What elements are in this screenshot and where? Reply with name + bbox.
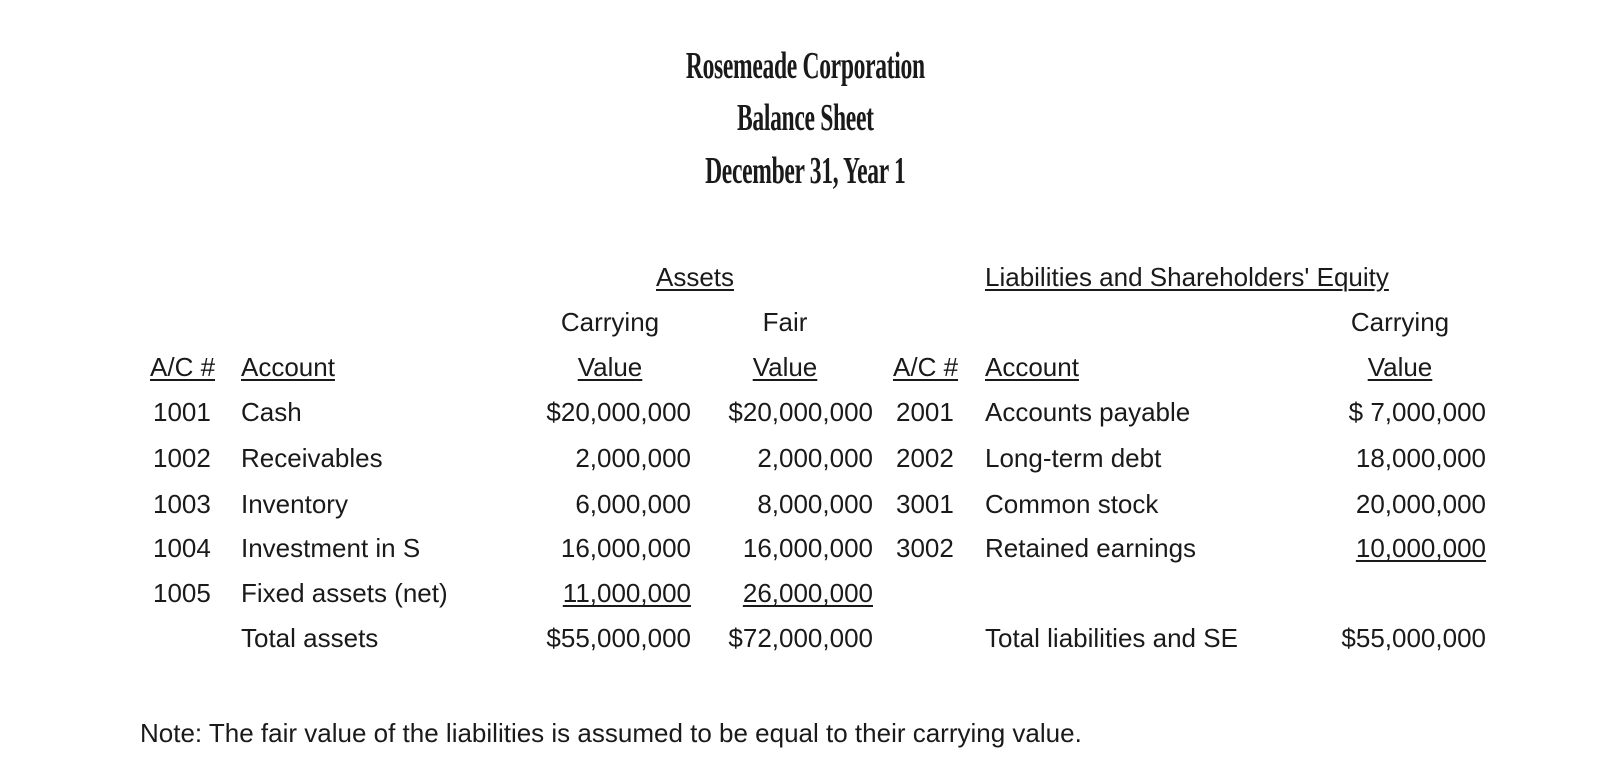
liab-carrying-header-1: Carrying [1350, 307, 1450, 337]
asset-row-account: Fixed assets (net) [241, 578, 448, 608]
assets-fair-header-1: Fair [762, 307, 808, 337]
total-assets-fair: $72,000,000 [728, 623, 873, 653]
total-assets-label: Total assets [241, 623, 379, 653]
liab-carrying-header-2: Value [1367, 352, 1433, 382]
liab-row-carrying: $ 7,000,000 [1348, 397, 1486, 427]
footnote: Note: The fair value of the liabilities is assumed to be equal to their carrying value. [140, 718, 1082, 748]
total-assets-carrying: $55,000,000 [546, 623, 691, 653]
liab-acnum-header: A/C # [893, 352, 959, 382]
statement-title: Balance Sheet [736, 97, 874, 139]
assets-account-header: Account [241, 352, 335, 382]
asset-row-carrying: 2,000,000 [575, 443, 691, 473]
asset-row-account: Inventory [241, 489, 348, 519]
statement-date: December 31, Year 1 [705, 150, 906, 192]
asset-row-fair: 16,000,000 [742, 533, 873, 563]
asset-row-acnum: 1003 [153, 489, 211, 519]
asset-row-account: Receivables [241, 443, 383, 473]
liabilities-section-title: Liabilities and Shareholders' Equity [985, 262, 1389, 292]
total-liabilities-carrying: $55,000,000 [1341, 623, 1486, 653]
company-name: Rosemeade Corporation [685, 45, 925, 87]
assets-carrying-header-1: Carrying [560, 307, 660, 337]
liab-row-acnum: 3001 [896, 489, 954, 519]
liab-row-carrying: 10,000,000 [1355, 533, 1486, 563]
liab-row-carrying: 20,000,000 [1355, 489, 1486, 519]
asset-row-acnum: 1005 [153, 578, 211, 608]
liab-account-header: Account [985, 352, 1079, 382]
liab-row-acnum: 2001 [896, 397, 954, 427]
asset-row-carrying: 16,000,000 [560, 533, 691, 563]
assets-acnum-header: A/C # [150, 352, 216, 382]
asset-row-account: Cash [241, 397, 302, 427]
asset-row-fair: 26,000,000 [742, 578, 873, 608]
asset-row-fair: 8,000,000 [757, 489, 873, 519]
liab-row-carrying: 18,000,000 [1355, 443, 1486, 473]
asset-row-acnum: 1002 [153, 443, 211, 473]
liab-row-account: Long-term debt [985, 443, 1162, 473]
asset-row-acnum: 1001 [153, 397, 211, 427]
asset-row-carrying: $20,000,000 [546, 397, 691, 427]
liab-row-acnum: 3002 [896, 533, 954, 563]
asset-row-carrying: 11,000,000 [562, 578, 691, 608]
liab-row-acnum: 2002 [896, 443, 954, 473]
asset-row-fair: 2,000,000 [757, 443, 873, 473]
asset-row-account: Investment in S [241, 533, 421, 563]
assets-fair-header-2: Value [752, 352, 818, 382]
assets-section-title: Assets [655, 262, 735, 292]
asset-row-carrying: 6,000,000 [575, 489, 691, 519]
liab-row-account: Accounts payable [985, 397, 1191, 427]
liab-row-account: Retained earnings [985, 533, 1197, 563]
assets-carrying-header-2: Value [577, 352, 643, 382]
asset-row-fair: $20,000,000 [728, 397, 873, 427]
asset-row-acnum: 1004 [153, 533, 211, 563]
liab-row-account: Common stock [985, 489, 1159, 519]
total-liabilities-label: Total liabilities and SE [985, 623, 1238, 653]
